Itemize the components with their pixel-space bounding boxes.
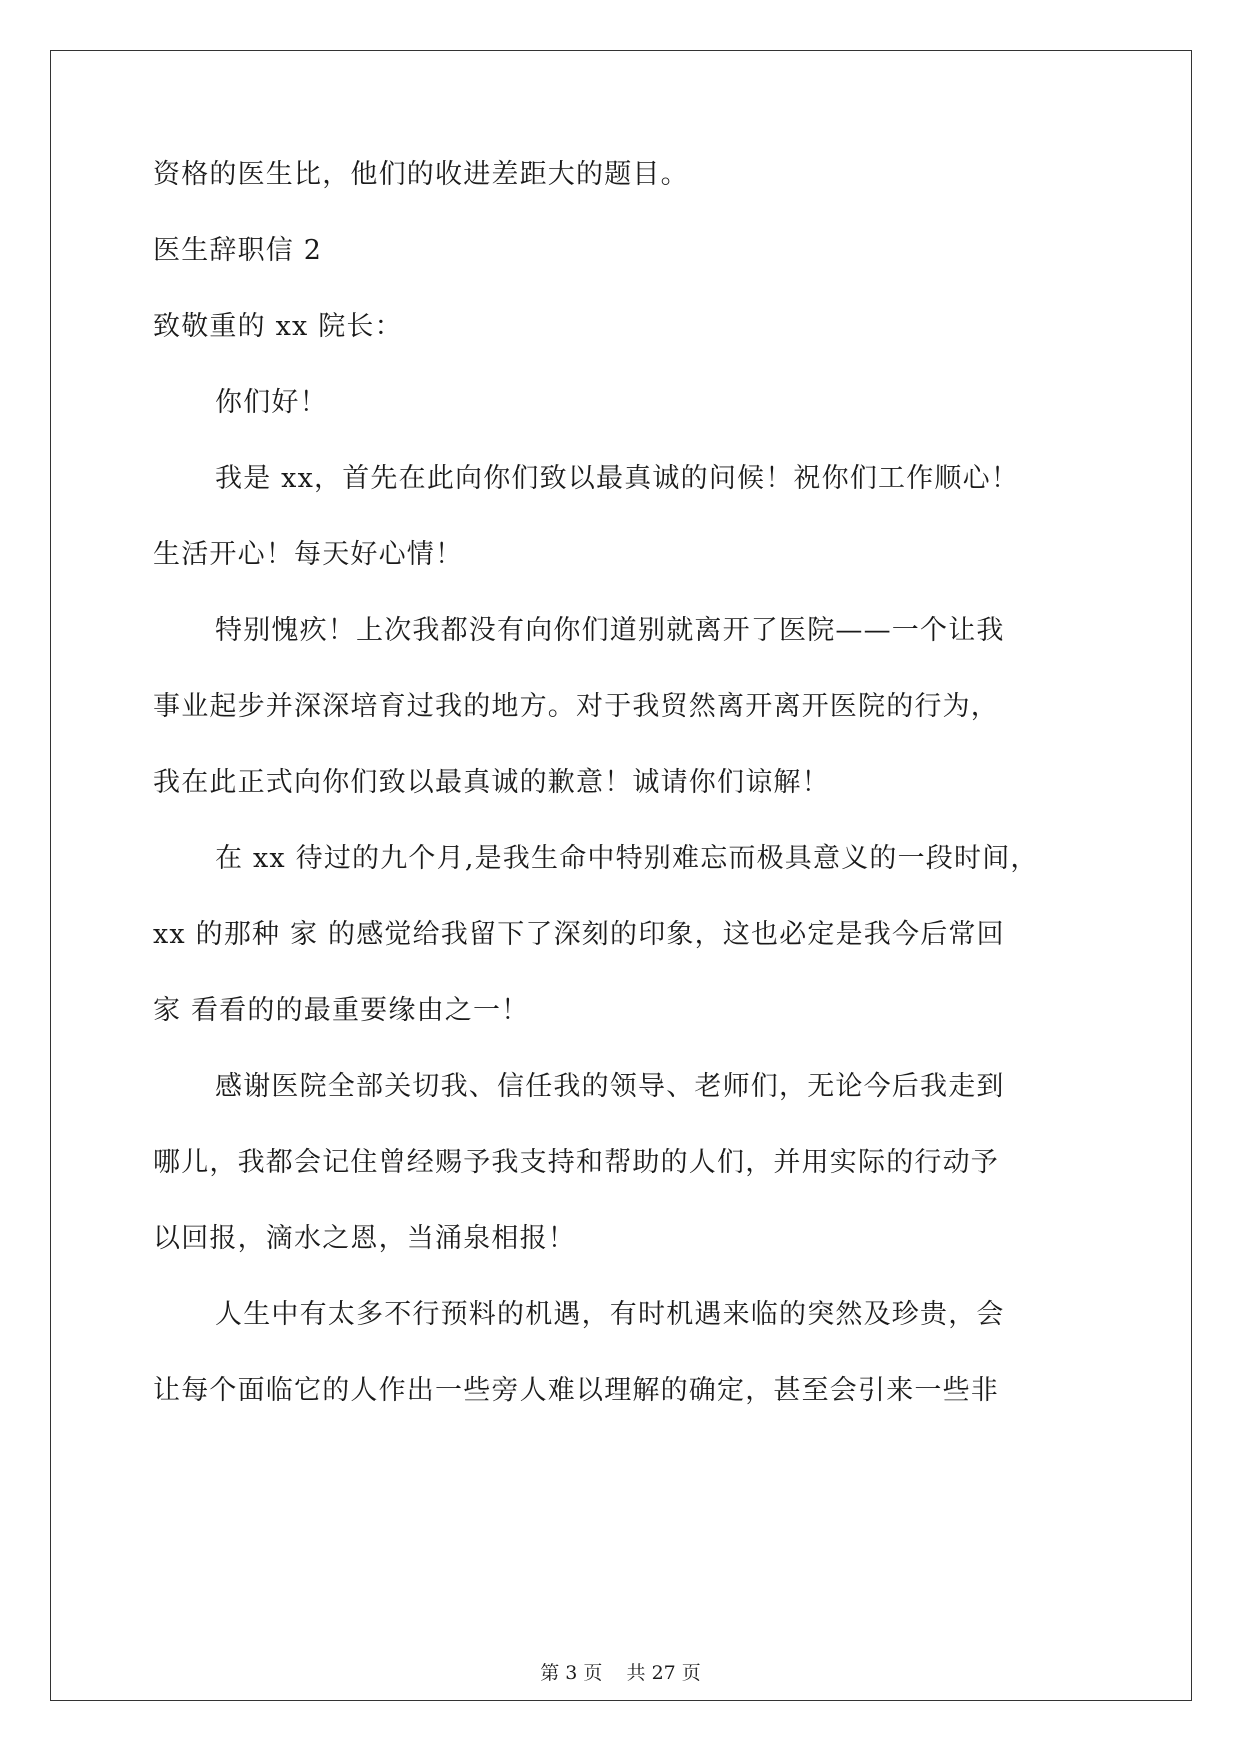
- body-line-15: 以回报，滴水之恩，当涌泉相报！: [153, 1223, 576, 1254]
- salutation: 致敬重的 xx 院长：: [153, 311, 403, 342]
- body-line-13: 感谢医院全部关切我、信任我的领导、老师们，无论今后我走到: [215, 1071, 1005, 1102]
- section-title: 医生辞职信 2: [153, 235, 323, 266]
- body-line-1: 资格的医生比，他们的收进差距大的题目。: [153, 159, 689, 190]
- body-line-12: 家 看看的的最重要缘由之一！: [153, 995, 530, 1026]
- body-line-9: 我在此正式向你们致以最真诚的歉意！诚请你们谅解！: [153, 767, 830, 798]
- page-number-footer: 第 3 页 共 27 页: [540, 1662, 701, 1684]
- body-line-8: 事业起步并深深培育过我的地方。对于我贸然离开离开医院的行为，: [153, 691, 999, 722]
- greeting: 你们好！: [215, 387, 328, 418]
- body-line-16: 人生中有太多不行预料的机遇，有时机遇来临的突然及珍贵，会: [215, 1299, 1005, 1330]
- body-line-7: 特别愧疚！上次我都没有向你们道别就离开了医院——一个让我: [215, 615, 1005, 646]
- body-line-14: 哪儿，我都会记住曾经赐予我支持和帮助的人们，并用实际的行动予: [153, 1147, 999, 1178]
- body-line-17: 让每个面临它的人作出一些旁人难以理解的确定，甚至会引来一些非: [153, 1375, 999, 1406]
- body-line-5: 我是 xx，首先在此向你们致以最真诚的问候！祝你们工作顺心！: [215, 463, 1020, 494]
- body-line-11: xx 的那种 家 的感觉给我留下了深刻的印象，这也必定是我今后常回: [153, 919, 1005, 950]
- body-line-10: 在 xx 待过的九个月,是我生命中特别难忘而极具意义的一段时间，: [215, 843, 1039, 874]
- body-line-6: 生活开心！每天好心情！: [153, 539, 464, 570]
